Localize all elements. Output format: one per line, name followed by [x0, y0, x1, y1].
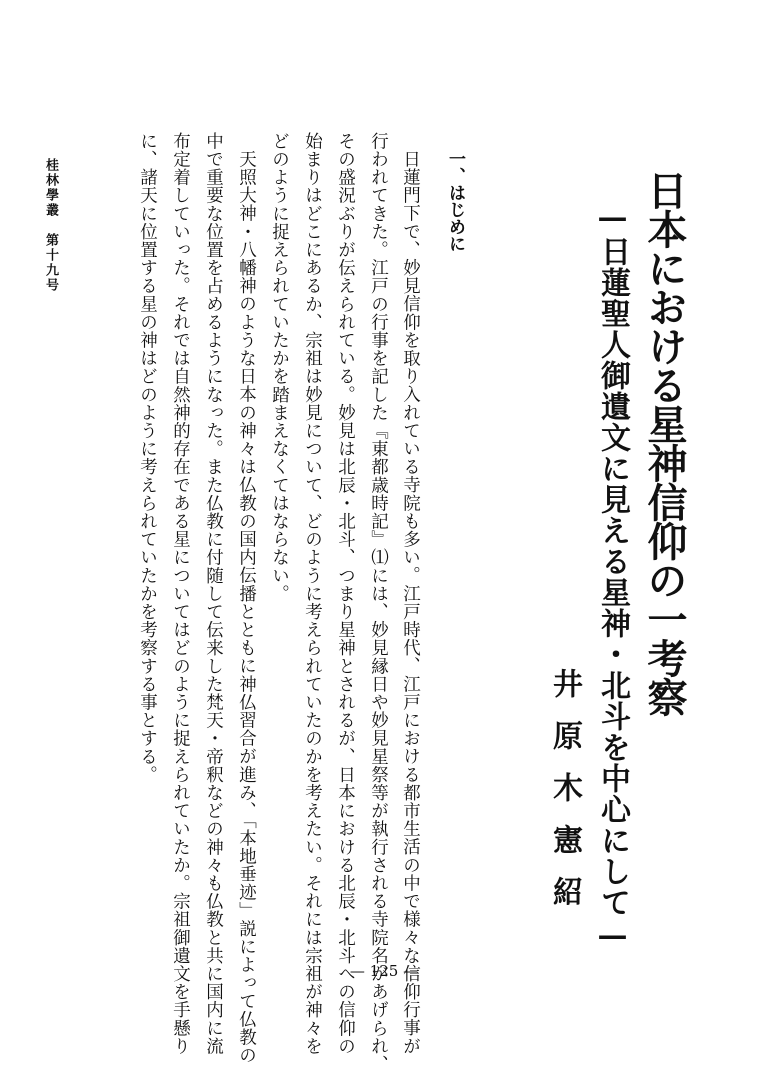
page-number: — 125 —	[349, 962, 419, 980]
body-line-8: 布定着していった。それでは自然神的存在である星についてはどのように捉えられていたか。宗祖御遺文を手懸り	[170, 132, 191, 1056]
body-line-7: 中で重要な位置を占めるようになった。また仏教に付随して伝来した梵天・帝釈などの神々も仏教と共に国内に流	[203, 132, 224, 1056]
body-line-4: 始まりはどこにあるか、宗祖は妙見について、どのように考えられていたのかを考えたい。それには宗祖が神々を	[302, 132, 323, 1056]
body-line-6: 天照大神・八幡神のような日本の神々は仏教の国内伝播とともに神仏習合が進み、「本地垂迹」説によって仏教の	[236, 150, 257, 1065]
body-line-1: 日蓮門下で、妙見信仰を取り入れている寺院も多い。江戸時代、江戸における都市生活の中で様々な信仰行事が	[400, 150, 421, 1055]
paper-subtitle: —日蓮聖人御遺文に見える星神・北斗を中心にして—	[595, 200, 630, 954]
body-line-2: 行われてきた。江戸の行事を記した『東都歳時記』⑴には、妙見縁日や妙見星祭等が執行される寺院名があげられ、	[368, 132, 389, 1073]
section-heading: 一、はじめに	[445, 150, 465, 252]
journal-series-label: 桂林學叢 第十九号	[43, 158, 58, 293]
body-line-3: その盛況ぶりが伝えられている。妙見は北辰・北斗、つまり星神とされるが、日本における北辰・北斗への信仰の	[335, 132, 356, 1056]
paper-title: 日本における星神信仰の一考察	[641, 170, 688, 716]
body-line-5: どのように捉えられていたかを踏まえなくてはならない。	[269, 132, 290, 603]
author-name: 井原木憲紹	[547, 668, 582, 928]
body-line-9: に、諸天に位置する星の神はどのように考えられていたかを考察する事とする。	[137, 132, 158, 784]
